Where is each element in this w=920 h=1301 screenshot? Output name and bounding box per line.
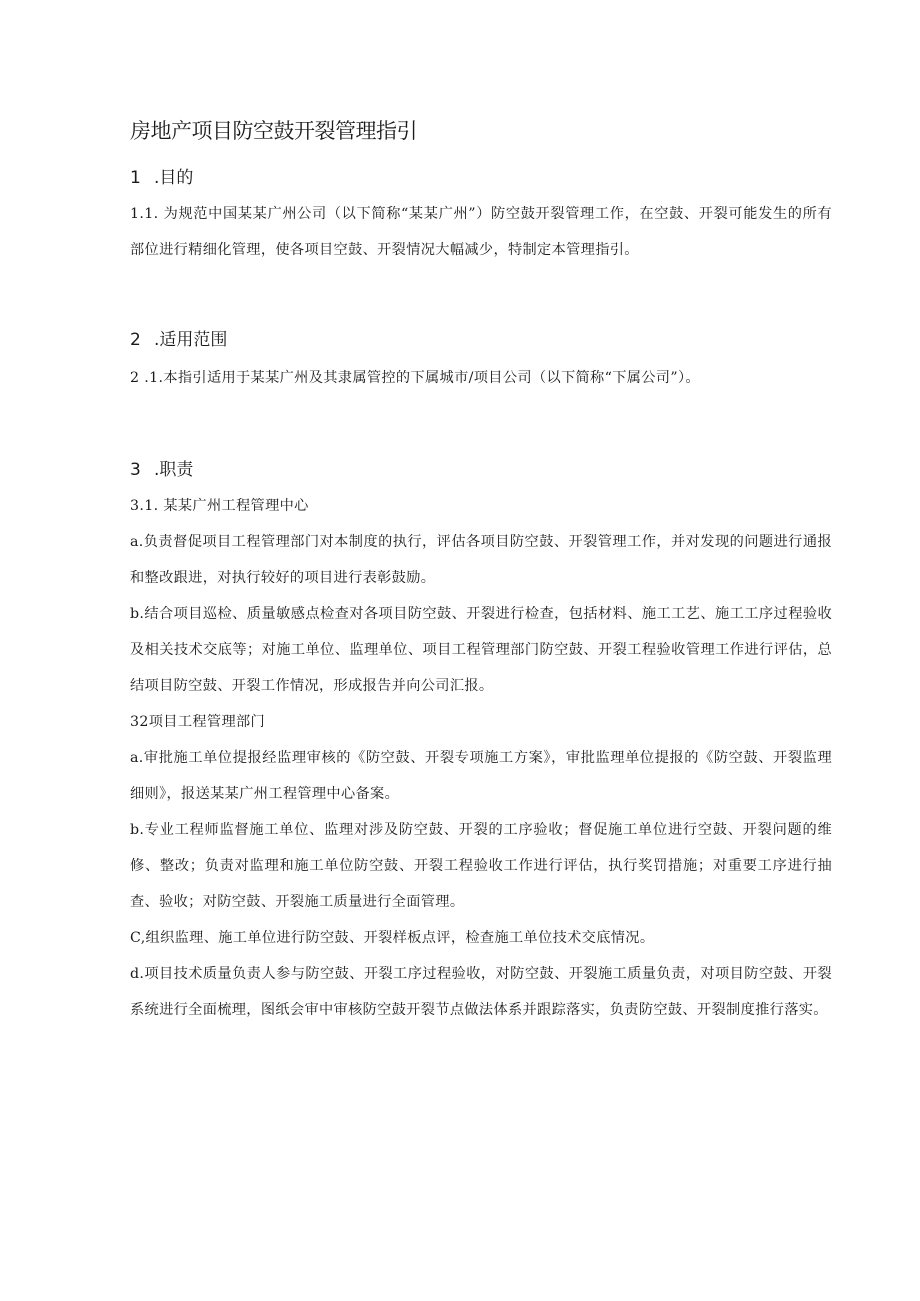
paragraph-3-2-d: d.项目技术质量负责人参与防空鼓、开裂工序过程验收，对防空鼓、开裂施工质量负责，对项目防空鼓、开裂系统进行全面梳理，图纸会审中审核防空鼓开裂节点做法体系并跟踪落实，负责防空鼓、开裂制度推行落实。 — [130, 966, 832, 1018]
paragraph-2-1: 2 .1.本指引适用于某某广州及其隶属管控的下属城市/项目公司（以下简称“下属公司”）。 — [130, 370, 700, 386]
section-heading-purpose — [130, 165, 830, 191]
section-number: 2 — [130, 330, 141, 350]
paragraph-3-1-a: a.负责督促项目工程管理部门对本制度的执行，评估各项目防空鼓、开裂管理工作，并对发现的问题进行通报和整改跟进，对执行较好的项目进行表彰鼓励。 — [130, 534, 832, 586]
section-heading-scope — [130, 327, 830, 353]
paragraph-1-1: 1.1. 为规范中国某某广州公司（以下简称“某某广州”）防空鼓开裂管理工作，在空鼓、开裂可能发生的所有部位进行精细化管理，使各项目空鼓、开裂情况大幅减少，特制定本管理指引。 — [130, 206, 832, 258]
paragraph-3-2-a: a.审批施工单位提报经监理审核的《防空鼓、开裂专项施工方案》，审批监理单位提报的《防空鼓、开裂监理细则》，报送某某广州工程管理中心备案。 — [130, 750, 832, 802]
paragraph-3-1-b: b.结合项目巡检、质量敏感点检查对各项目防空鼓、开裂进行检查，包括材料、施工工艺、施工工序过程验收及相关技术交底等；对施工单位、监理单位、项目工程管理部门防空鼓、开裂工程验收管理工作进行评估，总结项目防空鼓、开裂工作情况，形成报告并向公司汇报。 — [130, 606, 832, 694]
paragraph-3-2-b: b.专业工程师监督施工单位、监理对涉及防空鼓、开裂的工序验收；督促施工单位进行空鼓、开裂问题的维修、整改；负责对监理和施工单位防空鼓、开裂工程验收工作进行评估，执行奖罚措施；对重要工序进行抽查、验收；对防空鼓、开裂施工质量进行全面管理。 — [130, 822, 832, 910]
section-title: .目的 — [154, 168, 194, 188]
section-number: 1 — [130, 168, 141, 188]
subheading-3-1: 3.1. 某某广州工程管理中心 — [130, 498, 309, 514]
document-title: 房地产项目防空鼓开裂管理指引 — [130, 119, 417, 143]
section-title: .适用范围 — [154, 330, 228, 350]
section-number: 3 — [130, 460, 141, 480]
section-heading-responsibilities — [130, 457, 830, 483]
subheading-3-2: 32项目工程管理部门 — [130, 714, 266, 730]
section-title: .职责 — [154, 460, 194, 480]
paragraph-3-2-c: C,组织监理、施工单位进行防空鼓、开裂样板点评，检查施工单位技术交底情况。 — [130, 930, 655, 946]
